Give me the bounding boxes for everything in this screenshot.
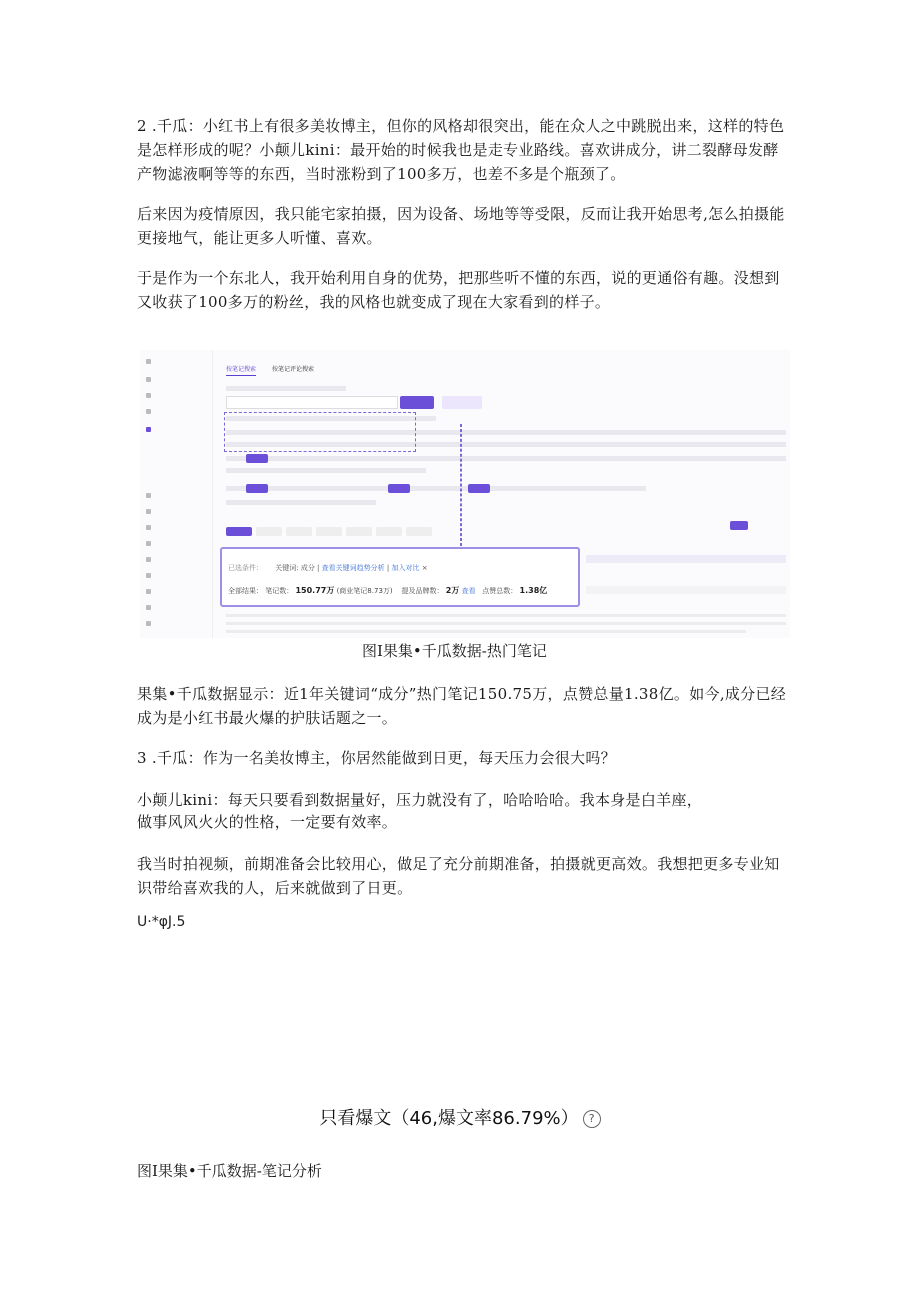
paragraph-4: 果集•千瓜数据显示：近1年关键词“成分”热门笔记150.75万，点赞总量1.38亿。如今,成分已经成为是小红书最火爆的护肤话题之一。 xyxy=(137,685,787,727)
sidebar-item xyxy=(146,604,154,612)
sidebar-item xyxy=(146,492,154,500)
figure-1-caption: 图I果集•千瓜数据-热门笔记 xyxy=(362,642,547,660)
advanced-search-button xyxy=(442,396,482,409)
likes-value: 1.38亿 xyxy=(519,586,548,595)
selected-chip xyxy=(246,484,268,493)
note-text-line xyxy=(226,630,746,633)
brands-value: 2万 xyxy=(445,586,460,595)
sidebar-item xyxy=(146,540,154,548)
likes-label: 点赞总数： xyxy=(482,587,518,595)
headline-text: 只看爆文（46,爆文率86.79%） xyxy=(319,1108,579,1129)
type-row xyxy=(226,486,646,491)
result-line xyxy=(228,585,547,596)
notes-value: 150.77万 xyxy=(295,586,335,595)
paragraph-7: 我当时拍视频，前期准备会比较用心，做足了充分前期准备，拍摄就更高效。我想把更多专业知识带给喜欢我的人，后来就做到了日更。 xyxy=(137,855,780,897)
sidebar-item xyxy=(146,556,154,564)
selected-conditions-box xyxy=(220,547,580,607)
search-button xyxy=(400,396,434,409)
selected-chip xyxy=(468,484,490,493)
note-text-line xyxy=(226,614,786,617)
search-tabs xyxy=(226,364,328,373)
sidebar-item xyxy=(146,408,154,416)
figure-2-caption: 图I果集•千瓜数据-笔记分析 xyxy=(137,1162,322,1180)
garbled-text: U·*φJ.5 xyxy=(137,914,186,930)
highlight-dashed-box xyxy=(224,412,416,452)
selected-chip xyxy=(246,454,268,463)
paragraph-1: 2 .千瓜：小红书上有很多美妆博主，但你的风格却很突出，能在众人之中跳脱出来，这样的特色是怎样形成的呢？小颠儿kini：最开始的时候我也是走专业路线。喜欢讲成分，讲二裂酵母发酵产物滤液啊等等的东西，当时涨粉到了100多万，也差不多是个瓶颈了。 xyxy=(137,117,785,183)
sidebar xyxy=(140,350,213,638)
search-input xyxy=(226,396,398,409)
paragraph-6a: 小颠儿kini：每天只要看到数据量好，压力就没有了，哈哈哈哈。我本身是白羊座， xyxy=(137,791,703,809)
condition-line xyxy=(228,563,428,573)
add-compare-link: 加入对比 xyxy=(391,564,420,572)
close-icon: × xyxy=(421,564,428,572)
total-label: 全部结果： xyxy=(228,587,263,595)
sidebar-item xyxy=(146,508,154,516)
brands-label: 提及品牌数： xyxy=(401,587,444,595)
sidebar-item xyxy=(146,392,154,400)
condition-label: 已选条件： xyxy=(228,564,263,572)
paragraph-2: 后来因为疫情原因，我只能宅家拍摄，因为设备、场地等等受限，反而让我开始思考,怎么拍摄能更接地气，能让更多人听懂、喜欢。 xyxy=(137,205,785,247)
sidebar-item xyxy=(146,376,154,384)
type-row xyxy=(226,500,376,505)
sidebar-item xyxy=(146,524,154,532)
keyword-condition: 关键词: 成分 | xyxy=(275,564,320,572)
hot-notes-screenshot xyxy=(140,350,790,638)
sort-buttons xyxy=(226,521,436,530)
paragraph-3: 于是作为一个东北人，我开始利用自身的优势，把那些听不懂的东西，说的更通俗有趣。没想到又收获了100多万的粉丝，我的风格也就变成了现在大家看到的样子。 xyxy=(137,269,780,311)
trend-analysis-link: 查看关键词趋势分析 xyxy=(321,564,385,572)
sidebar-item-active xyxy=(146,426,154,434)
view-link: 查看 xyxy=(461,587,476,595)
notes-label: 笔记数： xyxy=(265,587,294,595)
help-icon: ? xyxy=(583,1110,601,1128)
paragraph-6b: 做事风风火火的性格，一定要有效率。 xyxy=(137,813,398,831)
table-header xyxy=(586,555,786,563)
tab-search-comments: 按笔记评论搜索 xyxy=(271,366,314,373)
table-row xyxy=(586,586,786,594)
tab-search-notes: 按笔记搜索 xyxy=(226,366,256,376)
separator: | xyxy=(386,564,392,572)
selected-chip xyxy=(388,484,410,493)
paragraph-5: 3 .千瓜：作为一名美妆博主，你居然能做到日更，每天压力会很大吗？ xyxy=(137,749,616,767)
category-row xyxy=(226,468,426,473)
category-row xyxy=(226,456,786,461)
option-row xyxy=(226,386,346,391)
sidebar-item xyxy=(146,620,154,628)
commercial-notes: (商业笔记8.73万) xyxy=(336,587,393,595)
highlight-dashed-line xyxy=(460,424,462,546)
sidebar-item xyxy=(146,572,154,580)
sidebar-item xyxy=(146,588,154,596)
selected-chip xyxy=(730,521,748,530)
note-text-line xyxy=(226,622,786,625)
sidebar-item xyxy=(146,358,154,366)
viral-posts-headline xyxy=(0,1104,920,1130)
